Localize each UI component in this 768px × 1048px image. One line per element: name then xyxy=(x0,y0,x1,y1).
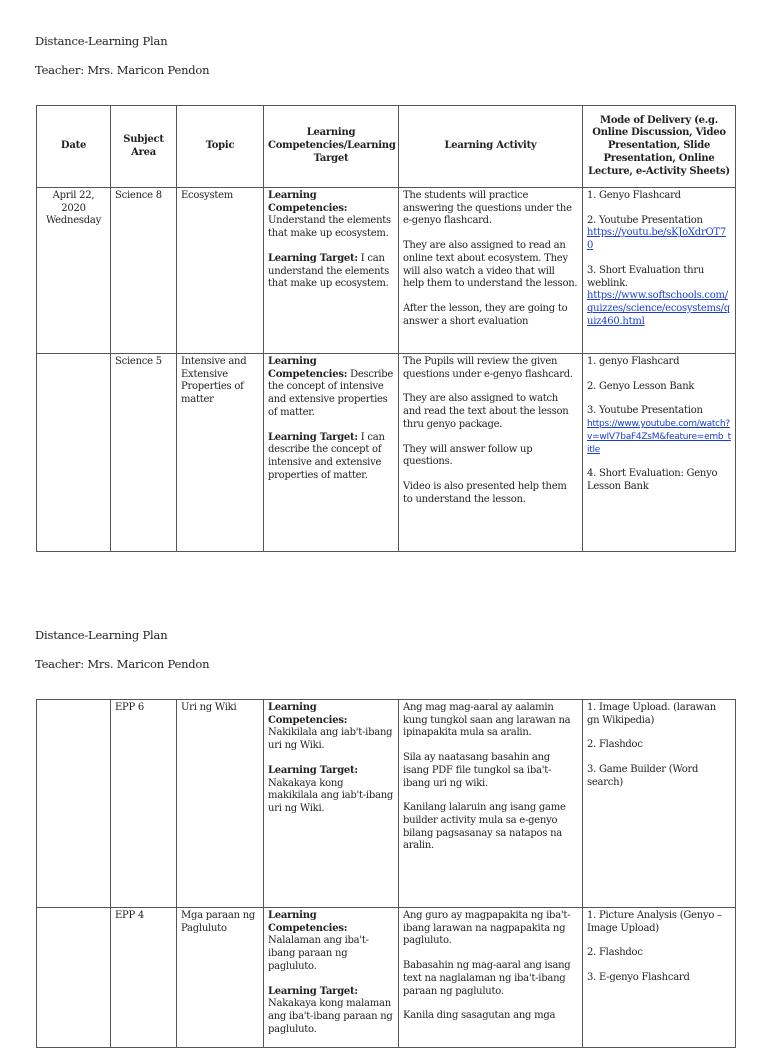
table-row xyxy=(37,354,736,552)
table-row xyxy=(37,908,736,1048)
topic-cell: Uri ng Wiki xyxy=(177,700,264,908)
date-cell xyxy=(37,354,111,552)
softschools-link[interactable]: https://www.softschools.com/quizzes/science/ecosystems/quiz460.html xyxy=(587,290,730,327)
date-cell xyxy=(37,700,111,908)
table-row xyxy=(37,188,736,354)
header-subject-area: Subject Area xyxy=(111,106,177,188)
activity-cell: Ang guro ay magpapakita ng iba't-ibang larawan na nagpapakita ng pagluluto. Babasahin ng mag-aaral ang isang text na naglalaman ng iba't-ibang paraan ng pagluluto. Kanila ding sasagutan ang mga xyxy=(399,908,583,1048)
activity-cell: The Pupils will review the given questions under e-genyo flashcard. They are also assigned to watch and read the text about the lesson thru genyo package. They will answer follow up questions. Video is also presented help them to understand the lesson. xyxy=(399,354,583,552)
youtube-link[interactable]: https://youtu.be/sKJoXdrOT70 xyxy=(587,227,726,252)
topic-cell: Ecosystem xyxy=(177,188,264,354)
competencies-cell: Learning Competencies: Nakikilala ang iab't-ibang uri ng Wiki. Learning Target: Nakakaya kong makikilala ang iab't-ibang uri ng Wiki. xyxy=(264,700,399,908)
mode-cell: 1. Picture Analysis (Genyo – Image Upload) 2. Flashdoc 3. E-genyo Flashcard xyxy=(583,908,736,1048)
activity-cell: Ang mag mag-aaral ay aalamin kung tungkol saan ang larawan na ipinapakita mula sa aralin. Sila ay naatasang basahin ang isang PDF file tungkol sa iba't-ibang uri ng wiki. Kanilang lalaruin ang isang game builder activity mula sa e-genyo bilang pagsasanay sa natapos na aralin. xyxy=(399,700,583,908)
competencies-cell: Learning Competencies: Nalalaman ang iba't-ibang paraan ng pagluluto. Learning Target: Nakakaya kong malaman ang iba't-ibang paraan ng pagluluto. xyxy=(264,908,399,1048)
teacher-name-2: Teacher: Mrs. Maricon Pendon xyxy=(35,657,210,671)
plan-table-2 xyxy=(36,699,736,1048)
topic-cell: Intensive and Extensive Properties of matter xyxy=(177,354,264,552)
header-date: Date xyxy=(37,106,111,188)
topic-cell: Mga paraan ng Pagluluto xyxy=(177,908,264,1048)
table-row xyxy=(37,700,736,908)
date-cell: April 22, 2020 Wednesday xyxy=(37,188,111,354)
plan-table-1 xyxy=(36,105,736,552)
table-header-row xyxy=(37,106,736,188)
activity-cell: The students will practice answering the questions under the e-genyo flashcard. They are also assigned to read an online text about ecosystem. They will also watch a video that will help them to understand the lesson. After the lesson, they are going to answer a short evaluation xyxy=(399,188,583,354)
subject-cell: EPP 6 xyxy=(111,700,177,908)
subject-cell: Science 5 xyxy=(111,354,177,552)
competencies-cell: Learning Competencies: Describe the concept of intensive and extensive properties of matter. Learning Target: I can describe the concept of intensive and extensive properties of matter. xyxy=(264,354,399,552)
header-topic: Topic xyxy=(177,106,264,188)
mode-cell: 1. genyo Flashcard 2. Genyo Lesson Bank 3. Youtube Presentation https://www.youtube.com/watch?v=wIV7baF4ZsM&feature=emb_title 4. Short Evaluation: Genyo Lesson Bank xyxy=(583,354,736,552)
plan-title: Distance-Learning Plan xyxy=(35,34,168,48)
header-learning-activity: Learning Activity xyxy=(399,106,583,188)
mode-cell: 1. Genyo Flashcard 2. Youtube Presentation https://youtu.be/sKJoXdrOT70 3. Short Evaluation thru weblink. https://www.softschools.com/quizzes/science/ecosystems/quiz460.html xyxy=(583,188,736,354)
header-competencies: Learning Competencies/Learning Target xyxy=(264,106,399,188)
subject-cell: Science 8 xyxy=(111,188,177,354)
header-mode-of-delivery: Mode of Delivery (e.g. Online Discussion, Video Presentation, Slide Presentation, Online Lecture, e-Activity Sheets) xyxy=(583,106,736,188)
plan-title-2: Distance-Learning Plan xyxy=(35,628,168,642)
competencies-cell: Learning Competencies: Understand the elements that make up ecosystem. Learning Target: I can understand the elements that make up ecosystem. xyxy=(264,188,399,354)
date-cell xyxy=(37,908,111,1048)
mode-cell: 1. Image Upload. (larawan gn Wikipedia) 2. Flashdoc 3. Game Builder (Word search) xyxy=(583,700,736,908)
teacher-name: Teacher: Mrs. Maricon Pendon xyxy=(35,63,210,77)
subject-cell: EPP 4 xyxy=(111,908,177,1048)
youtube-watch-link[interactable]: https://www.youtube.com/watch?v=wIV7baF4ZsM&feature=emb_title xyxy=(587,419,731,455)
